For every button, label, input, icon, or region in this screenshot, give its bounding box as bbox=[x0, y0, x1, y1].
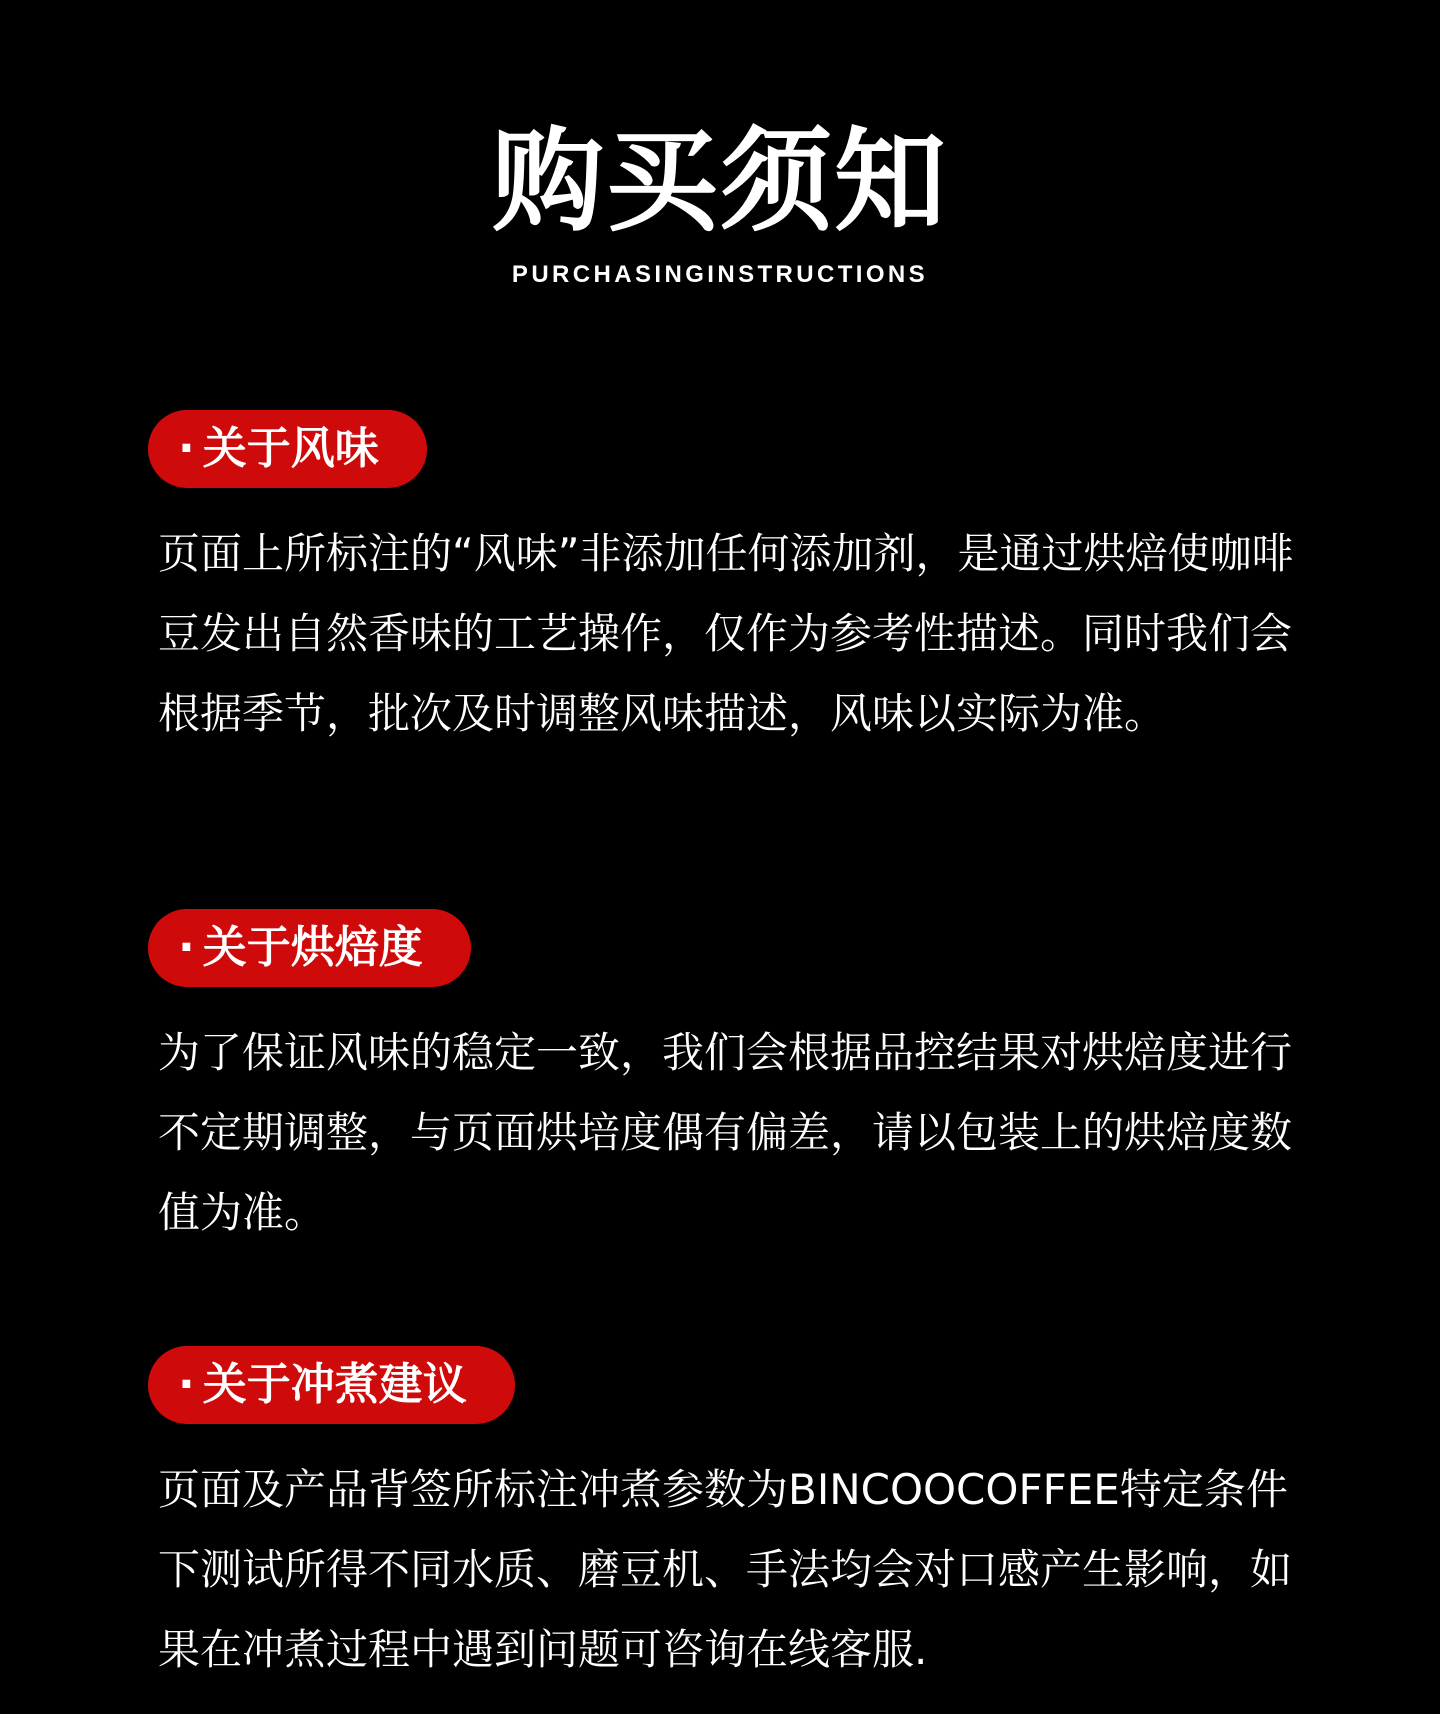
bullet-dot: · bbox=[178, 423, 195, 474]
section-brewing-advice bbox=[148, 1346, 1298, 1690]
section-heading: 关于冲煮建议 bbox=[202, 1359, 467, 1410]
section-heading-badge bbox=[148, 1346, 515, 1424]
page-title: 购买须知 bbox=[492, 117, 948, 247]
section-heading-badge bbox=[148, 410, 427, 488]
section-heading: 关于风味 bbox=[202, 423, 379, 474]
section-heading-badge bbox=[148, 909, 471, 987]
section-roast-level bbox=[148, 909, 1298, 1253]
section-heading: 关于烘焙度 bbox=[202, 922, 423, 973]
page-subtitle: PURCHASINGINSTRUCTIONS bbox=[511, 261, 929, 288]
bullet-dot: · bbox=[178, 922, 195, 973]
section-flavor bbox=[148, 410, 1298, 754]
page-header bbox=[0, 117, 1440, 290]
section-body: 为了保证风味的稳定一致，我们会根据品控结果对烘焙度进行不定期调整，与页面烘培度偶有偏差，请以包装上的烘焙度数值为准。 bbox=[158, 1028, 1293, 1237]
section-body: 页面上所标注的“风味”非添加任何添加剂，是通过烘焙使咖啡豆发出自然香味的工艺操作，仅作为参考性描述。同时我们会根据季节，批次及时调整风味描述，风味以实际为准。 bbox=[158, 529, 1294, 738]
bullet-dot: · bbox=[178, 1359, 195, 1410]
section-body: 页面及产品背签所标注冲煮参数为BINCOOCOFFEE特定条件下测试所得不同水质、磨豆机、手法均会对口感产生影响，如果在冲煮过程中遇到问题可咨询在线客服. bbox=[158, 1465, 1293, 1674]
